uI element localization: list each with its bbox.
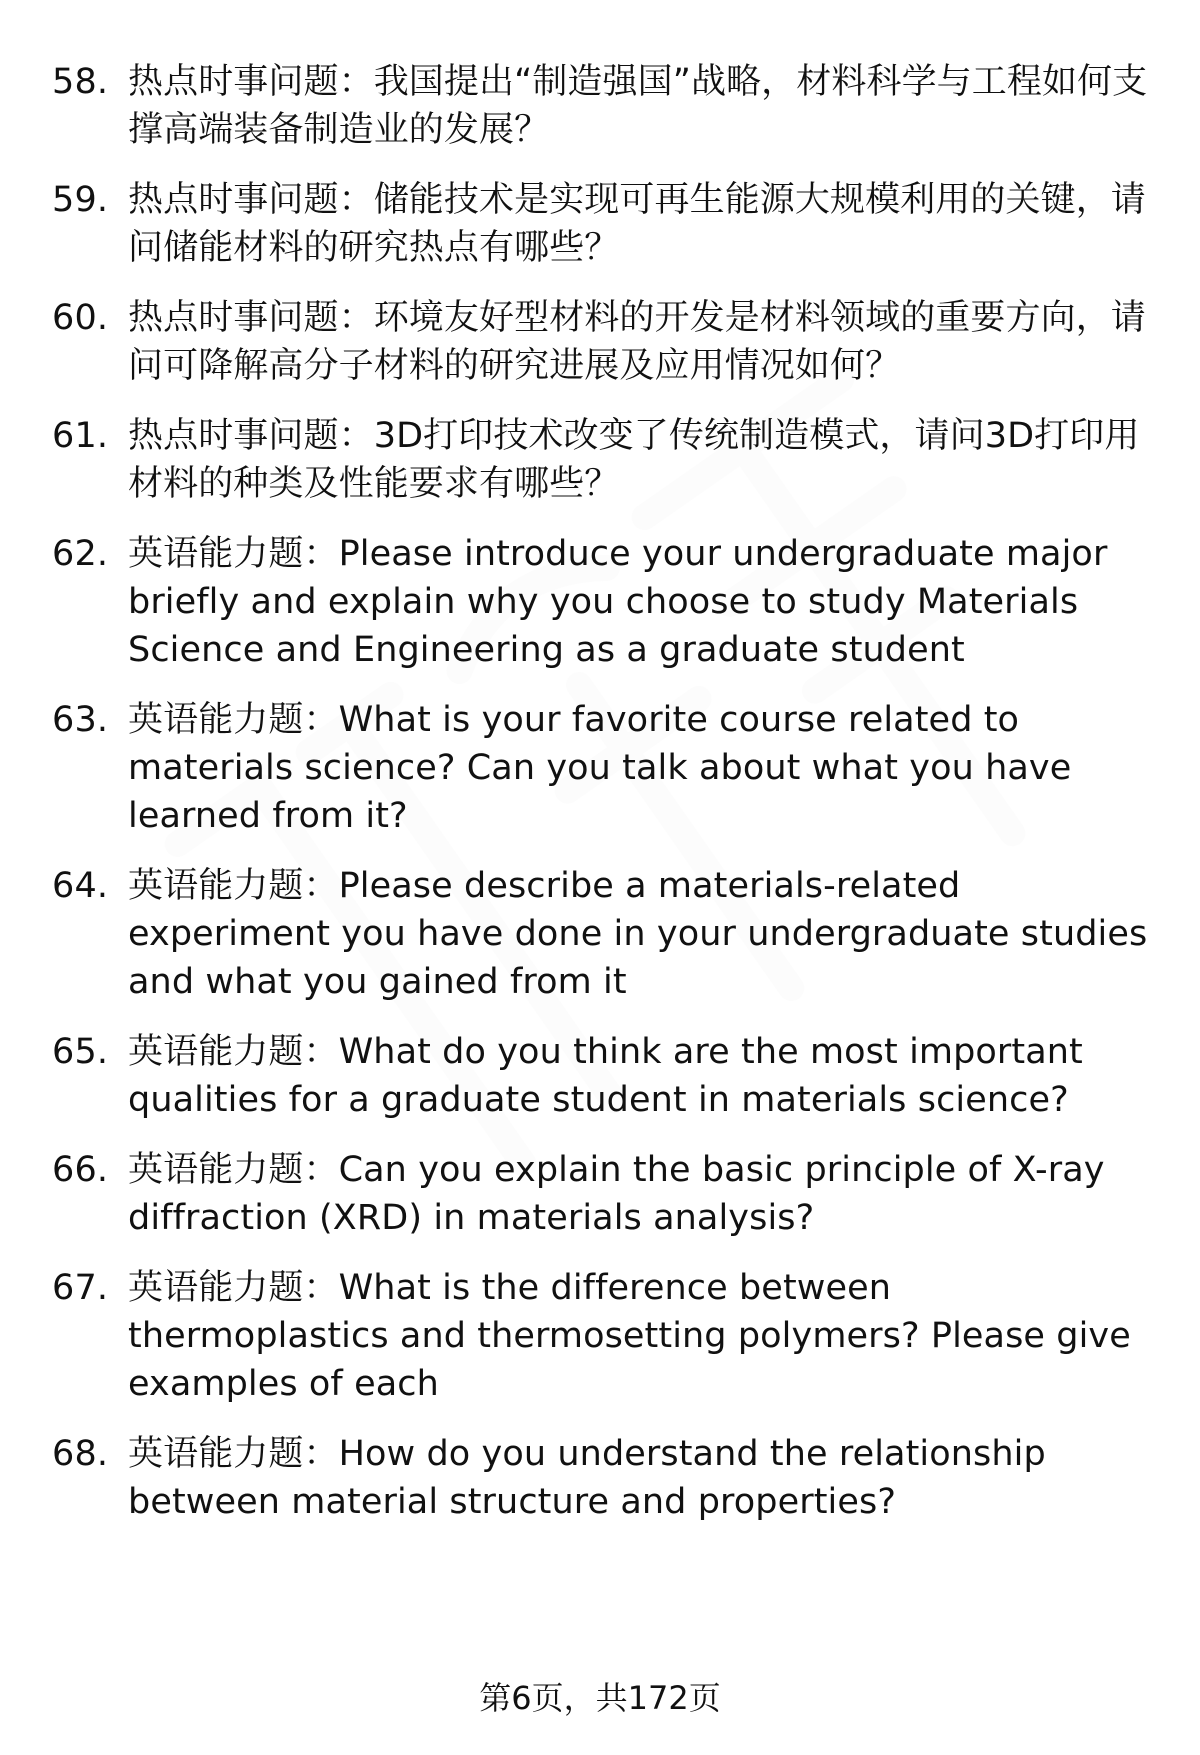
question-item [52,294,1152,390]
question-text: 英语能力题：What is your favorite course related to materials science? Can you talk about what you have learned from it? [128,700,1072,836]
page-number: 第6页，共172页 [479,1679,721,1717]
question-number: 66. [52,1150,109,1190]
question-item [52,696,1152,840]
question-number: 62. [52,534,109,574]
question-text: 热点时事问题：3D打印技术改变了传统制造模式，请问3D打印用材料的种类及性能要求有哪些？ [128,416,1140,504]
question-number: 64. [52,866,109,906]
question-item [52,1430,1152,1526]
question-number: 63. [52,700,109,740]
question-text: 英语能力题：How do you understand the relationship between material structure and properties? [128,1434,1046,1522]
question-item [52,412,1152,508]
question-item [52,530,1152,674]
question-number: 65. [52,1032,109,1072]
question-number: 59. [52,180,109,220]
question-text: 英语能力题：Can you explain the basic principle of X-ray diffraction (XRD) in materials analysis? [128,1150,1105,1238]
question-number: 58. [52,62,109,102]
question-text: 英语能力题：Please describe a materials-related experiment you have done in your undergraduate studies and what you gained from it [128,866,1148,1002]
question-item [52,862,1152,1006]
page-footer [0,1678,1200,1718]
question-item [52,1146,1152,1242]
question-list [52,58,1152,1526]
question-item [52,58,1152,154]
question-number: 61. [52,416,109,456]
question-text: 英语能力题：What do you think are the most important qualities for a graduate student in materials science? [128,1032,1083,1120]
question-text: 热点时事问题：储能技术是实现可再生能源大规模利用的关键，请问储能材料的研究热点有哪些？ [128,180,1146,268]
question-item [52,1028,1152,1124]
question-text: 热点时事问题：环境友好型材料的开发是材料领域的重要方向，请问可降解高分子材料的研究进展及应用情况如何？ [128,298,1146,386]
question-number: 68. [52,1434,109,1474]
question-text: 英语能力题：Please introduce your undergraduate major briefly and explain why you choose to study Materials Science and Engineering as a graduate student [128,534,1108,670]
question-number: 60. [52,298,109,338]
question-item [52,1264,1152,1408]
question-text: 热点时事问题：我国提出“制造强国”战略，材料科学与工程如何支撑高端装备制造业的发展？ [128,62,1148,150]
question-text: 英语能力题：What is the difference between thermoplastics and thermosetting polymers? Please give examples of each [128,1268,1131,1404]
question-number: 67. [52,1268,109,1308]
question-item [52,176,1152,272]
